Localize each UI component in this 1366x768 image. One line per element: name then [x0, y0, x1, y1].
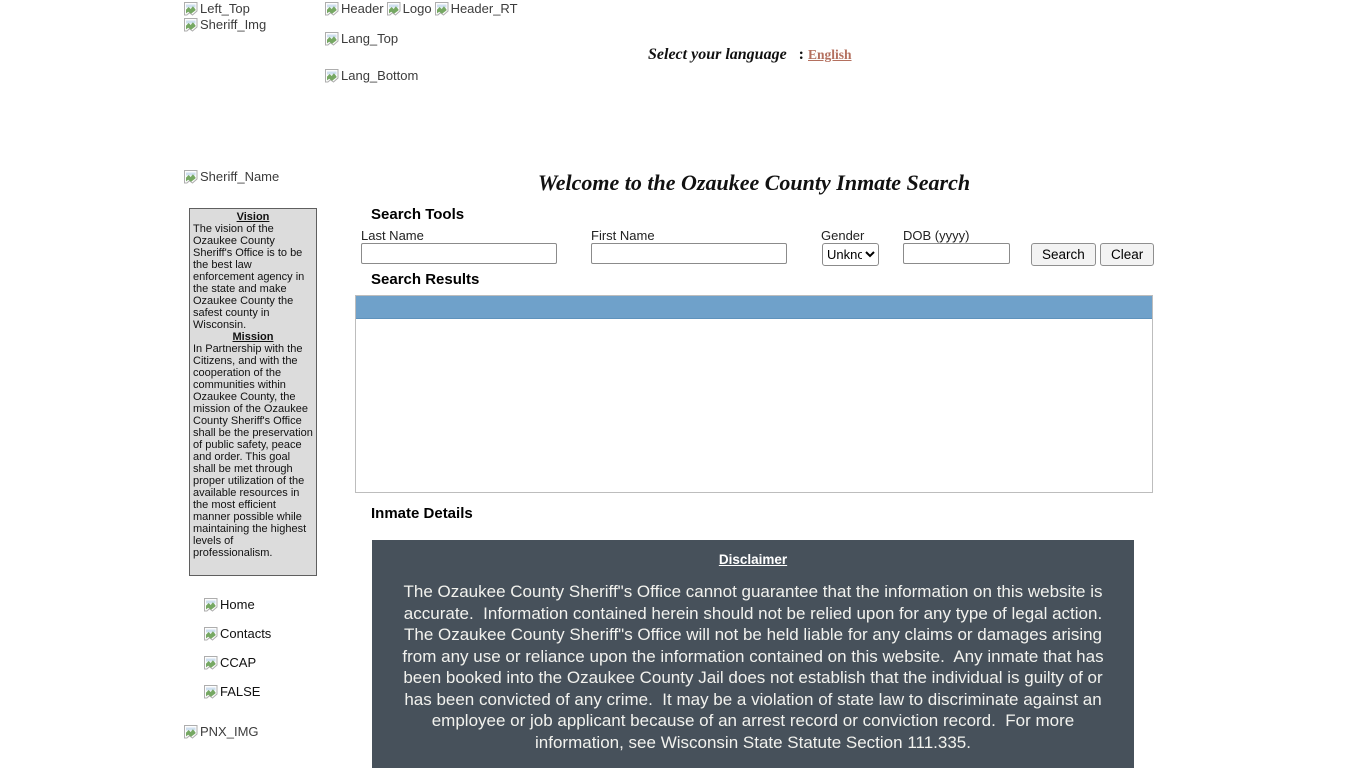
dob-input[interactable] — [903, 243, 1010, 264]
mission-text: In Partnership with the Citizens, and with the cooperation of the communities within Ozaukee County, the mission of the Ozaukee County Sheriff's Office shall be the preservation of public safety, peace and order. This goal shall be met through proper utilization of the available resources in the most efficient manner possible while maintaining the highest levels of professionalism. — [193, 343, 313, 559]
gender-label: Gender — [821, 228, 865, 243]
search-results-table — [355, 295, 1153, 493]
nav-item-contacts[interactable] — [203, 626, 271, 641]
gender-select[interactable] — [822, 243, 879, 266]
last-name-label: Last Name — [361, 228, 424, 243]
disclaimer-link[interactable]: Disclaimer — [718, 552, 788, 567]
sheriff-name-image — [183, 169, 279, 184]
logo-image-alt: Logo — [402, 1, 432, 16]
broken-image-icon — [324, 68, 340, 83]
language-link-english[interactable]: English — [808, 47, 852, 62]
nav-item-ccap-label: CCAP — [220, 655, 257, 670]
nav-item-home[interactable] — [203, 597, 255, 612]
disclaimer-panel — [372, 540, 1134, 768]
broken-image-icon — [203, 684, 219, 699]
sheriff-image-alt: Sheriff_Img — [200, 17, 267, 32]
pnx-image — [183, 724, 259, 739]
broken-image-icon — [324, 1, 340, 16]
language-label: Select your language — [648, 46, 787, 63]
clear-button[interactable]: Clear — [1100, 243, 1154, 266]
lang-bottom-image — [324, 68, 418, 83]
broken-image-icon — [203, 597, 219, 612]
broken-image-icon — [183, 169, 199, 184]
nav-item-home-label: Home — [220, 597, 255, 612]
first-name-label: First Name — [591, 228, 655, 243]
header-rt-image-alt: Header_RT — [450, 1, 518, 16]
header-rt-image — [434, 1, 518, 16]
nav-item-false-label: FALSE — [220, 684, 261, 699]
first-name-input[interactable] — [591, 243, 787, 264]
broken-image-icon — [183, 724, 199, 739]
pnx-image-alt: PNX_IMG — [200, 724, 259, 739]
lang-bottom-image-alt: Lang_Bottom — [341, 68, 419, 83]
sheriff-image — [183, 17, 266, 32]
broken-image-icon — [386, 1, 402, 16]
broken-image-icon — [203, 626, 219, 641]
search-tools-heading: Search Tools — [371, 206, 465, 223]
disclaimer-text: The Ozaukee County Sheriff"s Office cannot guarantee that the information on this website is accurate. Information contained herein should not be relied upon for any type of legal action. The Ozaukee County Sheriff"s Office will not be held liable for any claims or damages arising from any use or reliance upon the information contained on this website. Any inmate that has been booked into the Ozaukee County Jail does not establish that the individual is guilty of or has been convicted of any crime. It may be a violation of state law to discriminate against an employee or job applicant because of an arrest record or conviction record. For more information, see Wisconsin State Statute Section 111.335. — [402, 582, 1112, 752]
language-selector — [648, 46, 852, 64]
left-top-image-alt: Left_Top — [200, 1, 250, 16]
vision-text: The vision of the Ozaukee County Sheriff's Office is to be the best law enforcement agency in the state and make Ozaukee County the safest county in Wisconsin. — [193, 223, 305, 331]
language-colon: : — [798, 46, 804, 63]
header-image-row — [324, 1, 518, 16]
search-button[interactable]: Search — [1031, 243, 1096, 266]
page-title: Welcome to the Ozaukee County Inmate Search — [537, 170, 971, 195]
search-results-heading: Search Results — [371, 271, 480, 288]
broken-image-icon — [183, 17, 199, 32]
nav-item-false[interactable] — [203, 684, 260, 699]
sheriff-name-image-alt: Sheriff_Name — [200, 169, 280, 184]
broken-image-icon — [324, 31, 340, 46]
broken-image-icon — [203, 655, 219, 670]
broken-image-icon — [434, 1, 450, 16]
broken-image-icon — [183, 1, 199, 16]
last-name-input[interactable] — [361, 243, 557, 264]
nav-item-ccap[interactable] — [203, 655, 256, 670]
logo-image — [386, 1, 432, 16]
lang-top-image-alt: Lang_Top — [341, 31, 399, 46]
header-image-alt: Header — [341, 1, 384, 16]
lang-top-image — [324, 31, 398, 46]
mission-heading: Mission — [232, 331, 274, 343]
nav-item-contacts-label: Contacts — [220, 626, 272, 641]
header-image — [324, 1, 384, 16]
dob-label: DOB (yyyy) — [903, 228, 970, 243]
vision-mission-box — [189, 208, 317, 576]
vision-heading: Vision — [236, 211, 270, 223]
results-table-header-bar — [356, 296, 1152, 319]
left-top-image — [183, 1, 250, 16]
inmate-details-heading: Inmate Details — [371, 505, 473, 522]
